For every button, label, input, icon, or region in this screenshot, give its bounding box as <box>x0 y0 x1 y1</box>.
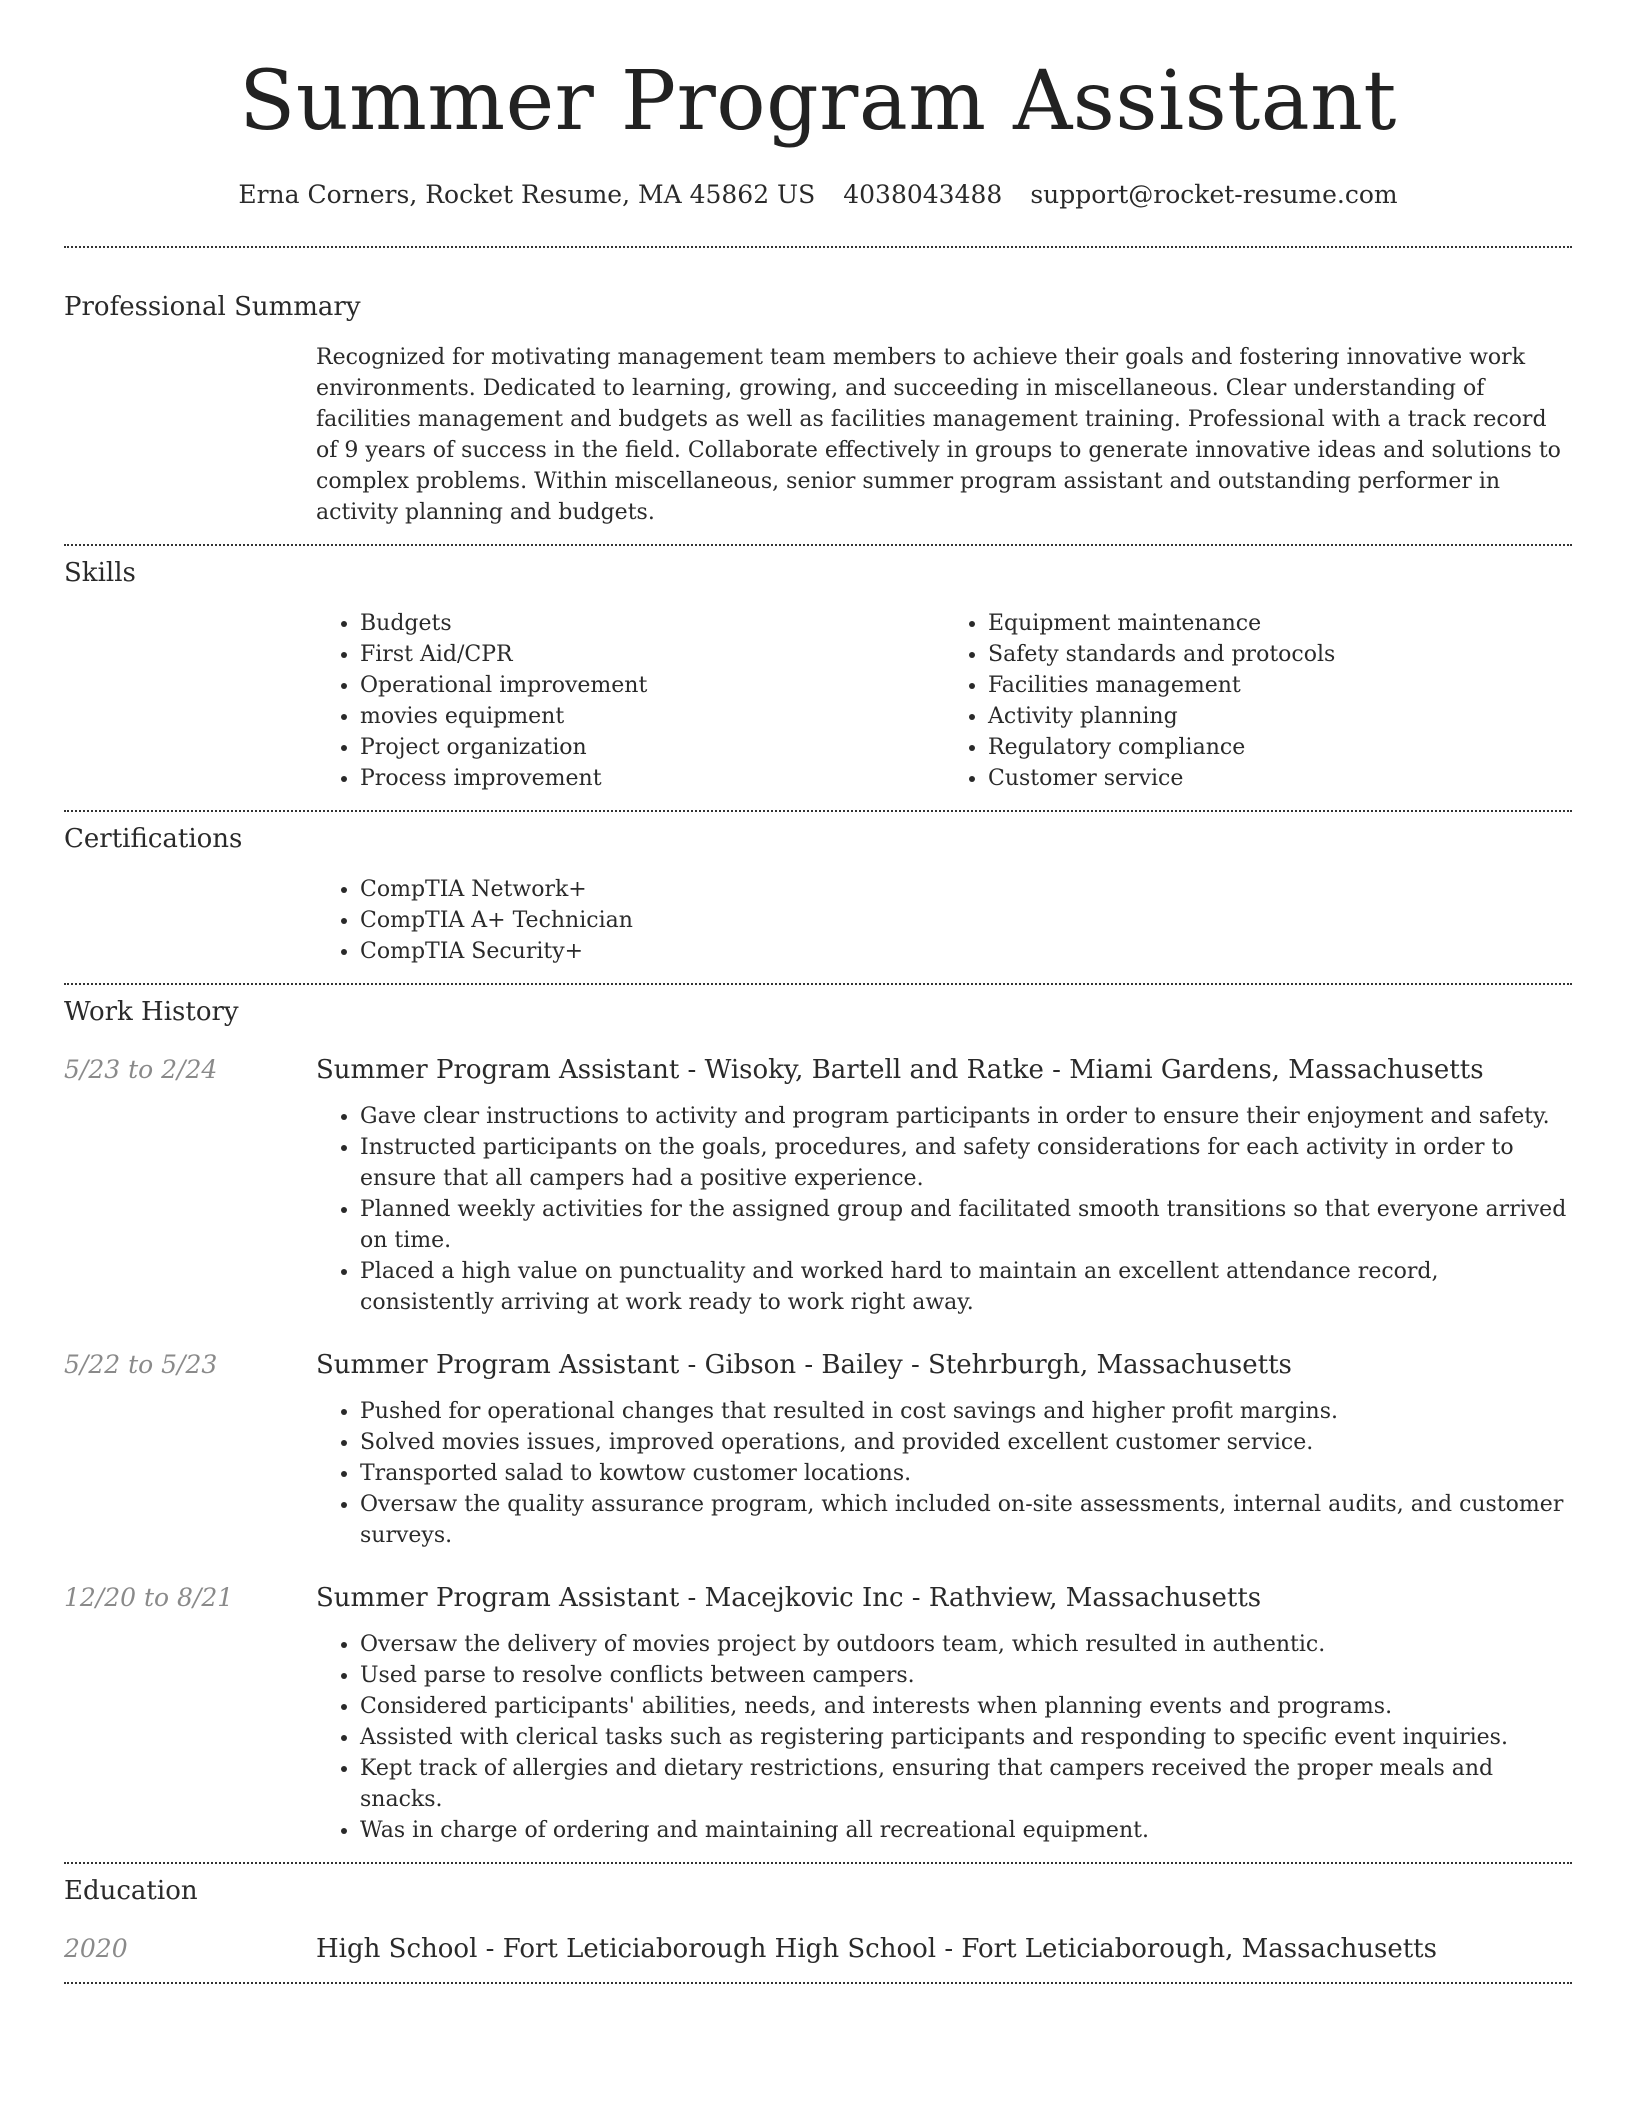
education-year: 2020 <box>64 1934 128 1963</box>
job-heading: Summer Program Assistant - Macejkovic Inc - Rathview, Massachusetts <box>316 1583 1262 1613</box>
job-bullet: • Assisted with clerical tasks such as registering participants and responding to specific event inquiries. <box>360 1722 1572 1753</box>
skill-item: • Project organization <box>360 732 944 763</box>
education-entry <box>64 1932 1572 1966</box>
contact-line <box>64 178 1572 212</box>
skill-item: • Customer service <box>988 763 1572 794</box>
section-title: Skills <box>64 558 136 588</box>
job-bullet: • Pushed for operational changes that resulted in cost savings and higher profit margins. <box>360 1396 1572 1427</box>
job-bullet: • Was in charge of ordering and maintaining all recreational equipment. <box>360 1815 1572 1846</box>
section-work-history <box>64 985 1572 1846</box>
job-bullets <box>316 1396 1572 1551</box>
job-bullet: • Instructed participants on the goals, procedures, and safety considerations for each activity in order to ensure that all campers had a positive experience. <box>360 1132 1572 1194</box>
skill-item: • Facilities management <box>988 670 1572 701</box>
skill-item: • First Aid/CPR <box>360 639 944 670</box>
candidate-name: Summer Program Assistant <box>239 54 1397 149</box>
job-bullet: • Gave clear instructions to activity and program participants in order to ensure their enjoyment and safety. <box>360 1101 1572 1132</box>
job-entry <box>64 1053 1572 1318</box>
contact-email: support@rocket-resume.com <box>1030 180 1398 209</box>
divider <box>64 1982 1572 1984</box>
certifications-list <box>316 874 1572 967</box>
section-education <box>64 1864 1572 1966</box>
job-bullet: • Used parse to resolve conflicts between campers. <box>360 1660 1572 1691</box>
job-bullet: • Solved movies issues, improved operations, and provided excellent customer service. <box>360 1427 1572 1458</box>
section-title: Work History <box>64 997 239 1027</box>
skill-item: • Activity planning <box>988 701 1572 732</box>
job-bullet: • Considered participants' abilities, needs, and interests when planning events and programs. <box>360 1691 1572 1722</box>
job-heading: Summer Program Assistant - Wisoky, Bartell and Ratke - Miami Gardens, Massachusetts <box>316 1055 1484 1085</box>
skill-item: • movies equipment <box>360 701 944 732</box>
skill-item: • Equipment maintenance <box>988 608 1572 639</box>
job-bullet: • Oversaw the quality assurance program, which included on-site assessments, internal audits, and customer surveys. <box>360 1489 1572 1551</box>
job-bullet: • Kept track of allergies and dietary restrictions, ensuring that campers received the proper meals and snacks. <box>360 1753 1572 1815</box>
job-entry <box>64 1348 1572 1551</box>
job-dates: 12/20 to 8/21 <box>64 1583 234 1612</box>
skill-item: • Safety standards and protocols <box>988 639 1572 670</box>
section-skills <box>64 546 1572 794</box>
job-dates: 5/22 to 5/23 <box>64 1350 218 1379</box>
section-professional-summary <box>64 248 1572 528</box>
job-bullet: • Oversaw the delivery of movies project by outdoors team, which resulted in authentic. <box>360 1629 1572 1660</box>
section-title: Education <box>64 1876 198 1906</box>
skill-item: • Operational improvement <box>360 670 944 701</box>
job-bullet: • Transported salad to kowtow customer locations. <box>360 1458 1572 1489</box>
section-title: Certifications <box>64 824 243 854</box>
education-heading: High School - Fort Leticiaborough High School - Fort Leticiaborough, Massachusetts <box>316 1934 1437 1964</box>
job-bullets <box>316 1629 1572 1846</box>
certification-item: • CompTIA Network+ <box>360 874 1572 905</box>
skill-item: • Process improvement <box>360 763 944 794</box>
job-bullets <box>316 1101 1572 1318</box>
skill-item: • Regulatory compliance <box>988 732 1572 763</box>
skill-item: • Budgets <box>360 608 944 639</box>
section-title: Professional Summary <box>64 292 361 322</box>
contact-phone: 4038043488 <box>843 180 1003 209</box>
skills-columns <box>316 608 1572 794</box>
job-bullet: • Planned weekly activities for the assigned group and facilitated smooth transitions so that everyone arrived on time. <box>360 1194 1572 1256</box>
contact-address: Erna Corners, Rocket Resume, MA 45862 US <box>238 180 816 209</box>
job-entry <box>64 1581 1572 1846</box>
resume-page <box>64 0 1572 1984</box>
job-heading: Summer Program Assistant - Gibson - Bailey - Stehrburgh, Massachusetts <box>316 1350 1292 1380</box>
skills-list-left <box>316 608 944 794</box>
certification-item: • CompTIA A+ Technician <box>360 905 1572 936</box>
job-bullet: • Placed a high value on punctuality and worked hard to maintain an excellent attendance record, consistently arriving at work ready to work right away. <box>360 1256 1572 1318</box>
skills-list-right <box>944 608 1572 794</box>
job-dates: 5/23 to 2/24 <box>64 1055 218 1084</box>
summary-text: Recognized for motivating management team members to achieve their goals and fostering innovative work environments. Dedicated to learning, growing, and succeeding in miscellaneous. Clear understanding of facilities management and budgets as well as facilities management training. Professional with a track record of 9 years of success in the field. Collaborate effectively in groups to generate innovative ideas and solutions to complex problems. Within miscellaneous, senior summer program assistant and outstanding performer in activity planning and budgets. <box>316 345 1561 525</box>
section-certifications <box>64 812 1572 967</box>
certification-item: • CompTIA Security+ <box>360 936 1572 967</box>
